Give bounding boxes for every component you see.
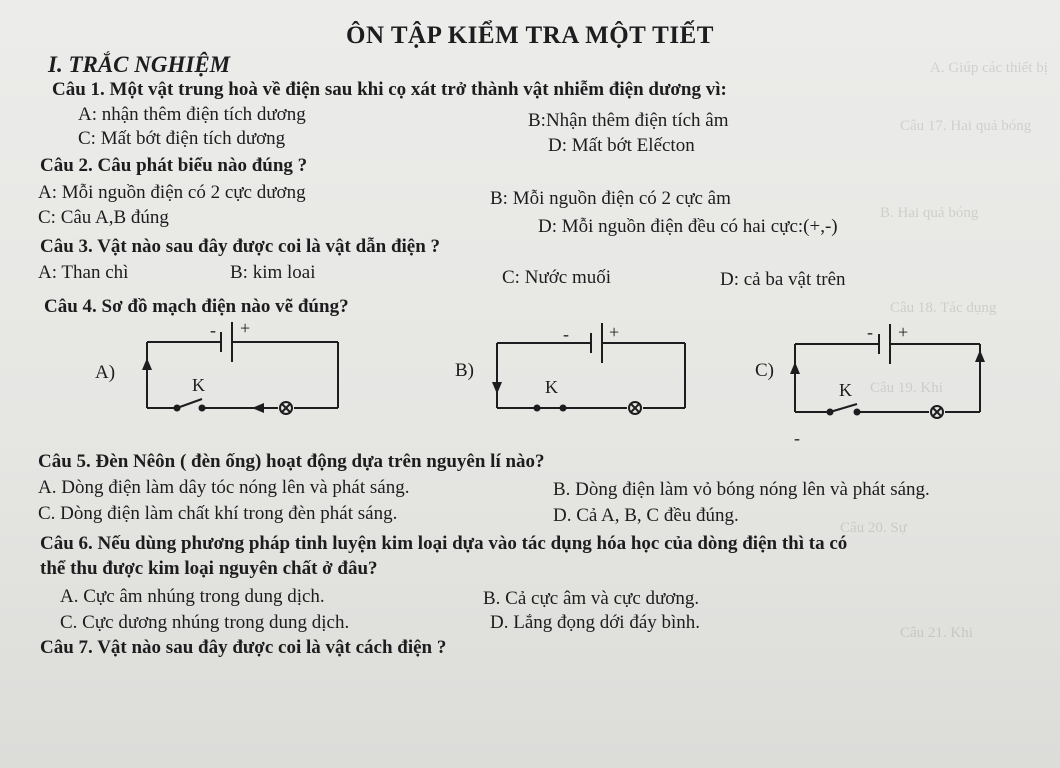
bleed-through-text: Câu 17. Hai quả bóng	[900, 118, 1032, 134]
switch-label: K	[192, 375, 205, 395]
stray-mark: -	[794, 428, 800, 448]
circuit-b-label: B)	[455, 360, 474, 381]
battery-minus-label: -	[210, 320, 216, 340]
switch-contact	[827, 409, 834, 416]
battery-plus-label: +	[898, 322, 909, 342]
question-5: Câu 5. Đèn Nêôn ( đèn ống) hoạt động dựa trên nguyên lí nào?	[38, 451, 545, 472]
battery-plus-label: +	[609, 322, 620, 342]
current-arrow	[492, 382, 502, 394]
switch-label: K	[839, 380, 852, 400]
q1-option-a: A: nhận thêm điện tích dương	[78, 104, 306, 125]
current-arrow	[790, 362, 800, 374]
current-arrow	[252, 403, 264, 413]
bleed-through-text: A. Giúp các thiết bị	[930, 60, 1048, 76]
current-arrow	[142, 358, 152, 370]
question-6-line-2: thể thu được kim loại nguyên chất ở đâu?	[40, 558, 378, 579]
battery-plus-label: +	[240, 318, 251, 338]
q1-option-b: B:Nhận thêm điện tích âm	[528, 110, 729, 131]
circuit-diagram-c	[755, 320, 995, 450]
current-arrow	[975, 350, 985, 362]
switch-contact	[534, 405, 541, 412]
q6-option-d: D. Lắng đọng dới đáy bình.	[490, 612, 701, 633]
page-title: ÔN TẬP KIỂM TRA MỘT TIẾT	[346, 22, 714, 49]
question-1: Câu 1. Một vật trung hoà về điện sau khi cọ xát trở thành vật nhiễm điện dương vì:	[52, 79, 727, 100]
question-7: Câu 7. Vật nào sau đây được coi là vật cách điện ?	[40, 637, 447, 658]
q3-option-a: A: Than chì	[38, 262, 129, 283]
section-heading: I. TRẮC NGHIỆM	[48, 52, 231, 77]
q6-option-c: C. Cực dương nhúng trong dung dịch.	[60, 612, 350, 633]
battery-minus-label: -	[867, 322, 873, 342]
q5-option-b: B. Dòng điện làm vỏ bóng nóng lên và phát sáng.	[553, 479, 930, 500]
circuit-diagram-a	[95, 318, 355, 428]
question-4: Câu 4. Sơ đồ mạch điện nào vẽ đúng?	[44, 296, 349, 317]
q5-option-a: A. Dòng điện làm dây tóc nóng lên và phát sáng.	[38, 477, 410, 498]
question-2: Câu 2. Câu phát biểu nào đúng ?	[40, 155, 308, 176]
q6-option-a: A. Cực âm nhúng trong dung dịch.	[60, 586, 325, 607]
q5-option-d: D. Cả A, B, C đều đúng.	[553, 505, 739, 526]
q3-option-d: D: cả ba vật trên	[720, 269, 846, 290]
circuit-diagram-b	[455, 318, 695, 428]
switch-contact	[174, 405, 181, 412]
q2-option-a: A: Mỗi nguồn điện có 2 cực dương	[38, 182, 306, 203]
q2-option-c: C: Câu A,B đúng	[38, 207, 169, 228]
q3-option-b: B: kim loai	[230, 262, 316, 283]
bleed-through-text: Câu 19. Khi	[870, 380, 943, 396]
bleed-through-text: B. Hai quả bóng	[880, 205, 979, 221]
bleed-through-text: Câu 18. Tác dụng	[890, 300, 997, 316]
q1-option-d: D: Mất bớt Elếcton	[548, 135, 695, 156]
switch-contact	[199, 405, 206, 412]
q2-option-b: B: Mỗi nguồn điện có 2 cực âm	[490, 188, 731, 209]
battery-minus-label: -	[563, 324, 569, 344]
bleed-through-text: Câu 21. Khi	[900, 625, 973, 641]
q6-option-b: B. Cả cực âm và cực dương.	[483, 588, 700, 609]
q3-option-c: C: Nước muối	[502, 267, 612, 288]
q2-option-d: D: Mỗi nguồn điện đều có hai cực:(+,-)	[538, 216, 838, 237]
bleed-through-text: Câu 20. Sự	[840, 520, 907, 536]
question-3: Câu 3. Vật nào sau đây được coi là vật dẫn điện ?	[40, 236, 441, 257]
question-6-line-1: Câu 6. Nếu dùng phương pháp tinh luyện kim loại dựa vào tác dụng hóa học của dòng điện thì ta có	[40, 533, 848, 554]
switch-label: K	[545, 377, 558, 397]
switch-contact	[854, 409, 861, 416]
circuit-c-label: C)	[755, 360, 774, 381]
switch-contact	[560, 405, 567, 412]
q1-option-c: C: Mất bớt điện tích dương	[78, 128, 286, 149]
circuit-a-label: A)	[95, 362, 116, 383]
q5-option-c: C. Dòng điện làm chất khí trong đèn phát sáng.	[38, 503, 398, 524]
